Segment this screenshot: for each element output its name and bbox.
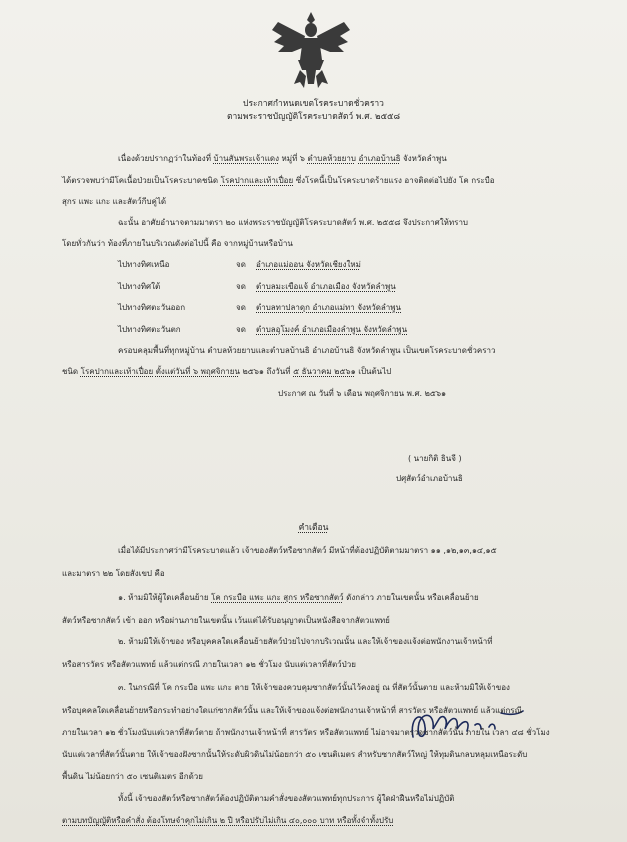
- signer-name: ( นายกิติ ธินจี ): [408, 454, 462, 463]
- east-value: ตำบลทาปลาดุก อำเภอแม่ทา จังหวัดลำพูน: [256, 303, 402, 312]
- period-line: [62, 367, 391, 377]
- body-line: [118, 154, 447, 164]
- south-value: ตำบลมะเขือแจ้ อำเภอเมือง จังหวัดลำพูน: [256, 282, 396, 291]
- period-kind-text: ชนิด: [62, 367, 79, 376]
- north-to: จด: [236, 260, 246, 269]
- province-value: จังหวัดลำพูน: [403, 154, 447, 163]
- period-disease-value: โรคปากและเท้าเปื่อย: [80, 367, 154, 376]
- warning-penalty-line: ทั้งนี้ เจ้าของสัตว์หรือซากสัตว์ต้องปฏิบัติตามคำสั่งของสัตวแพทย์ทุกประการ ผู้ใดฝ่าฝืนหรือไม่ปฏิบัติ: [118, 794, 455, 803]
- south-to: จด: [236, 282, 246, 291]
- notice-subtitle: ตามพระราชบัญญัติโรคระบาดสัตว์ พ.ศ. ๒๕๕๘: [226, 112, 401, 122]
- moo-value: หมู่ที่ ๖: [281, 154, 305, 163]
- warning-item-1-start: ๑. ห้ามมิให้ผู้ใดเคลื่อนย้าย: [118, 593, 209, 602]
- south-label: ไปทางทิศใต้: [118, 282, 161, 291]
- warning-line: หรือสารวัตร หรือสัตวแพทย์ แล้วแต่กรณี ภายในเวลา ๑๒ ชั่วโมง นับแต่เวลาที่สัตว์ป่วย: [62, 660, 356, 669]
- warning-item-1-animals: โค กระบือ แพะ แกะ สุกร หรือซากสัตว์: [211, 593, 344, 602]
- north-value: อำเภอแม่ออน จังหวัดเชียงใหม่: [256, 260, 361, 269]
- period-until-value: ๕ ธันวาคม ๒๕๖๑: [293, 367, 356, 376]
- warning-line: หรือบุคคลใดเคลื่อนย้ายหรือกระทำอย่างใดแก่ซากสัตว์นั้น และให้เจ้าของแจ้งต่อพนักงานเจ้าหน้าที่ สารวัตร หรือสัตวแพทย์ แล้วแต่กรณี: [62, 706, 523, 715]
- warning-line: เมื่อได้มีประกาศว่ามีโรคระบาดแล้ว เจ้าของสัตว์หรือซากสัตว์ มีหน้าที่ต้องปฏิบัติตามมาตรา ๑๑ ,๑๒,๑๓,๑๔,๑๕: [118, 546, 497, 555]
- west-to: จด: [236, 325, 246, 334]
- animals-line: สุกร แพะ แกะ และสัตว์กีบคู่ได้: [62, 197, 167, 206]
- signer-position: ปศุสัตว์อำเภอบ้านธิ: [396, 474, 463, 483]
- warning-item-3: ๓. ในกรณีที่ โค กระบือ แพะ แกะ ตาย ให้เจ้าของควบคุมซากสัตว์นั้นไว้คงอยู่ ณ ที่สัตว์นั้นตาย และห้ามมิให้เจ้าของ: [118, 683, 510, 692]
- period-end-text: เป็นต้นไป: [358, 367, 392, 376]
- warning-line: และมาตรา ๒๒ โดยสังเขป คือ: [62, 569, 165, 578]
- warning-item-2: ๒. ห้ามมิให้เจ้าของ หรือบุคคลใดเคลื่อนย้ายสัตว์ป่วยไปจากบริเวณนั้น และให้เจ้าของแจ้งต่อพนักงานเจ้าหน้าที่: [118, 637, 493, 646]
- warning-line: พื้นดิน ไม่น้อยกว่า ๕๐ เซนติเมตร อีกด้วย: [62, 772, 203, 781]
- warning-item-1: [118, 593, 479, 603]
- detected-text: ได้ตรวจพบว่ามีโคเนื้อป่วยเป็นโรคระบาดชนิด: [62, 176, 219, 185]
- warning-line: ภายในเวลา ๑๒ ชั่วโมงนับแต่เวลาที่สัตว์ตาย ถ้าพนักงานเจ้าหน้าที่ สารวัตร หรือสัตวแพทย์ ไม่อาจมาตรวจซากสัตว์นั้น ภายใน เวลา ๔๘ ชั่วโมง: [62, 728, 550, 737]
- west-label: ไปทางทิศตะวันตก: [118, 325, 181, 334]
- coverage-line: ครอบคลุมพื้นที่ทุกหมู่บ้าน ตำบลห้วยยาบและตำบลบ้านธิ อำเภอบ้านธิ จังหวัดลำพูน เป็นเขตโรคระบาดชั่วคราว: [118, 346, 496, 355]
- tambon-value: ตำบลห้วยยาบ: [307, 154, 356, 163]
- village-value: บ้านสันพระเจ้าแดง: [213, 154, 279, 163]
- notice-title: ประกาศกำหนดเขตโรคระบาดชั่วคราว: [243, 99, 384, 109]
- warning-line: นับแต่เวลาที่สัตว์นั้นตาย ให้เจ้าของฝังซากนั้นให้ระดับผิวดินไม่น้อยกว่า ๕๐ เซนติเมตร สำหรับซากสัตว์ใหญ่ ให้ทุมดินกลบหลุมเหนือระดับ: [62, 750, 528, 759]
- intro-text: เนื่องด้วยปรากฏว่าในท้องที่: [118, 154, 211, 163]
- garuda-emblem-icon: [268, 8, 354, 90]
- announcement-date: ประกาศ ณ วันที่ ๖ เดือน พฤศจิกายน พ.ศ. ๒๕๖๑: [278, 389, 447, 398]
- period-from-value: ตั้งแต่วันที่ ๖ พฤศจิกายน: [155, 367, 240, 376]
- authority-line: ฉะนั้น อาศัยอำนาจตามมาตรา ๒๐ แห่งพระราชบัญญัติโรคระบาดสัตว์ พ.ศ. ๒๕๕๘ จึงประกาศให้ทราบ: [118, 218, 469, 227]
- warning-heading: คำเตือน: [298, 523, 329, 533]
- body-line: [62, 176, 495, 186]
- disease-value: โรคปากและเท้าเปื่อย: [220, 176, 294, 185]
- north-label: ไปทางทิศเหนือ: [118, 260, 170, 269]
- period-mid-text: ๒๕๖๑ ถึงวันที่: [242, 367, 291, 376]
- warning-penalty-line: ตามบทบัญญัติหรือคำสั่ง ต้องโทษจำคุกไม่เกิน ๒ ปี หรือปรับไม่เกิน ๔๐,๐๐๐ บาท หรือทั้งจำทั้งปรับ: [62, 816, 394, 825]
- amphoe-value: อำเภอบ้านธิ: [358, 154, 401, 163]
- west-value: ตำบลอุโมงค์ อำเภอเมืองลำพูน จังหวัดลำพูน: [256, 325, 408, 334]
- area-intro-line: โดยทั่วกันว่า ท้องที่ภายในบริเวณดังต่อไปนี้ คือ จากหมู่บ้านหรือบ้าน: [62, 239, 293, 248]
- east-label: ไปทางทิศตะวันออก: [118, 303, 186, 312]
- spread-text: ซึ่งโรคนี้เป็นโรคระบาดร้ายแรง อาจติดต่อไปยัง โค กระบือ: [295, 176, 495, 185]
- warning-line: สัตว์หรือซากสัตว์ เข้า ออก หรือผ่านภายในเขตนั้น เว้นแต่ได้รับอนุญาตเป็นหนังสือจากสัตวแพทย์: [62, 616, 390, 625]
- warning-item-1-end: ดังกล่าว ภายในเขตนั้น หรือเคลื่อนย้าย: [346, 593, 479, 602]
- east-to: จด: [236, 303, 246, 312]
